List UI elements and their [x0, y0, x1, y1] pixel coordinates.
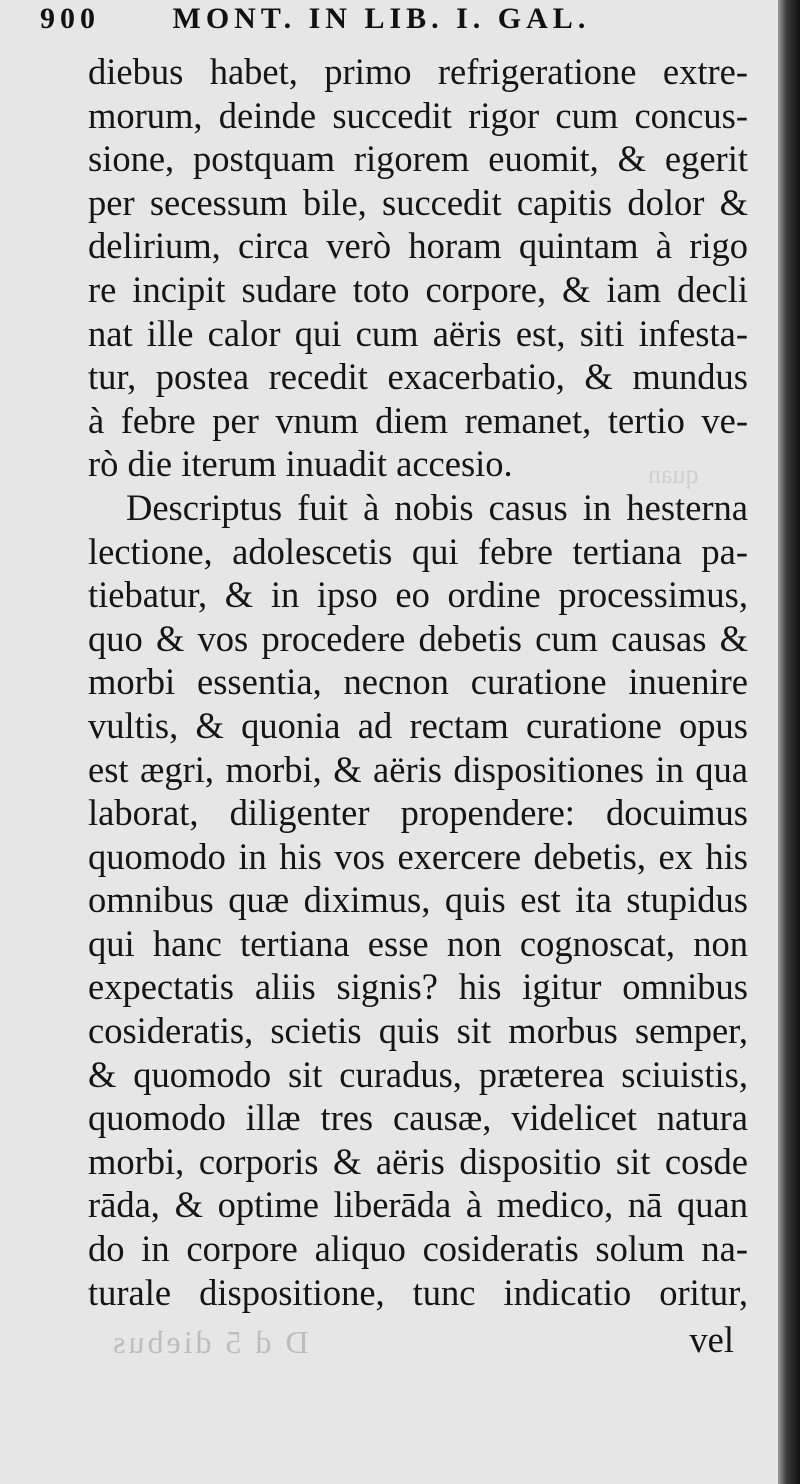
text-line: delirium, circa verò horam quintam à rigo [88, 225, 748, 267]
text-line: est ægri, morbi, & aëris dispositiones in qua [88, 748, 748, 790]
paragraph-start-line: Descriptus fuit à nobis casus in hesterna [126, 486, 748, 528]
text-line: morbi, corporis & aëris dispositio sit cosde [88, 1140, 748, 1182]
page-number: 900 [40, 2, 100, 35]
text-line: sione, postquam rigorem euomit, & egerit [88, 138, 748, 180]
paragraph-end-line: rò die iterum inuadit accesio. [88, 443, 513, 485]
text-line: vultis, & quonia ad rectam curatione opus [88, 704, 748, 746]
text-line: re incipit sudare toto corpore, & iam decli [88, 268, 748, 310]
text-line: & quomodo sit curadus, præterea sciuistis, [88, 1053, 748, 1095]
text-line: turale dispositione, tunc indicatio oritur, [88, 1271, 748, 1313]
text-line: tur, postea recedit exacerbatio, & mundus [88, 356, 748, 398]
running-head [40, 2, 740, 44]
text-line: quo & vos procedere debetis cum causas & [88, 617, 748, 659]
text-line: per secessum bile, succedit capitis dolor & [88, 181, 748, 223]
text-line: tiebatur, & in ipso eo ordine processimus, [88, 574, 748, 616]
text-line: cosideratis, scietis quis sit morbus semper, [88, 1010, 748, 1052]
text-line: morum, deinde succedit rigor cum concus- [88, 94, 748, 136]
text-line: à febre per vnum diem remanet, tertio ve- [88, 399, 748, 441]
text-line: lectione, adolescetis qui febre tertiana pa- [88, 530, 748, 572]
text-line: quomodo illæ tres causæ, videlicet natura [88, 1097, 748, 1139]
text-line: laborat, diligenter propendere: docuimus [88, 792, 748, 834]
text-line: qui hanc tertiana esse non cognoscat, non [88, 922, 748, 964]
catchword: vel [689, 1319, 734, 1360]
text-line: do in corpore aliquo cosideratis solum na- [88, 1228, 748, 1270]
text-line: rāda, & optime liberāda à medico, nā quan [88, 1184, 748, 1226]
body-text [88, 50, 748, 1314]
text-line: diebus habet, primo refrigeratione extre- [88, 51, 748, 92]
text-line: quomodo in his vos exercere debetis, ex his [88, 835, 748, 877]
show-through-fragment: quan [648, 460, 699, 489]
show-through-text: D d 5 diebus [110, 1324, 309, 1360]
page-edge-shadow [778, 0, 800, 1484]
text-line: morbi essentia, necnon curatione inuenire [88, 661, 748, 703]
text-line: expectatis aliis signis? his igitur omnibus [88, 966, 748, 1008]
text-line: nat ille calor qui cum aëris est, siti infesta- [88, 312, 748, 354]
text-line: omnibus quæ diximus, quis est ita stupidus [88, 879, 748, 921]
running-head-title: MONT. IN LIB. I. GAL. [172, 2, 591, 35]
